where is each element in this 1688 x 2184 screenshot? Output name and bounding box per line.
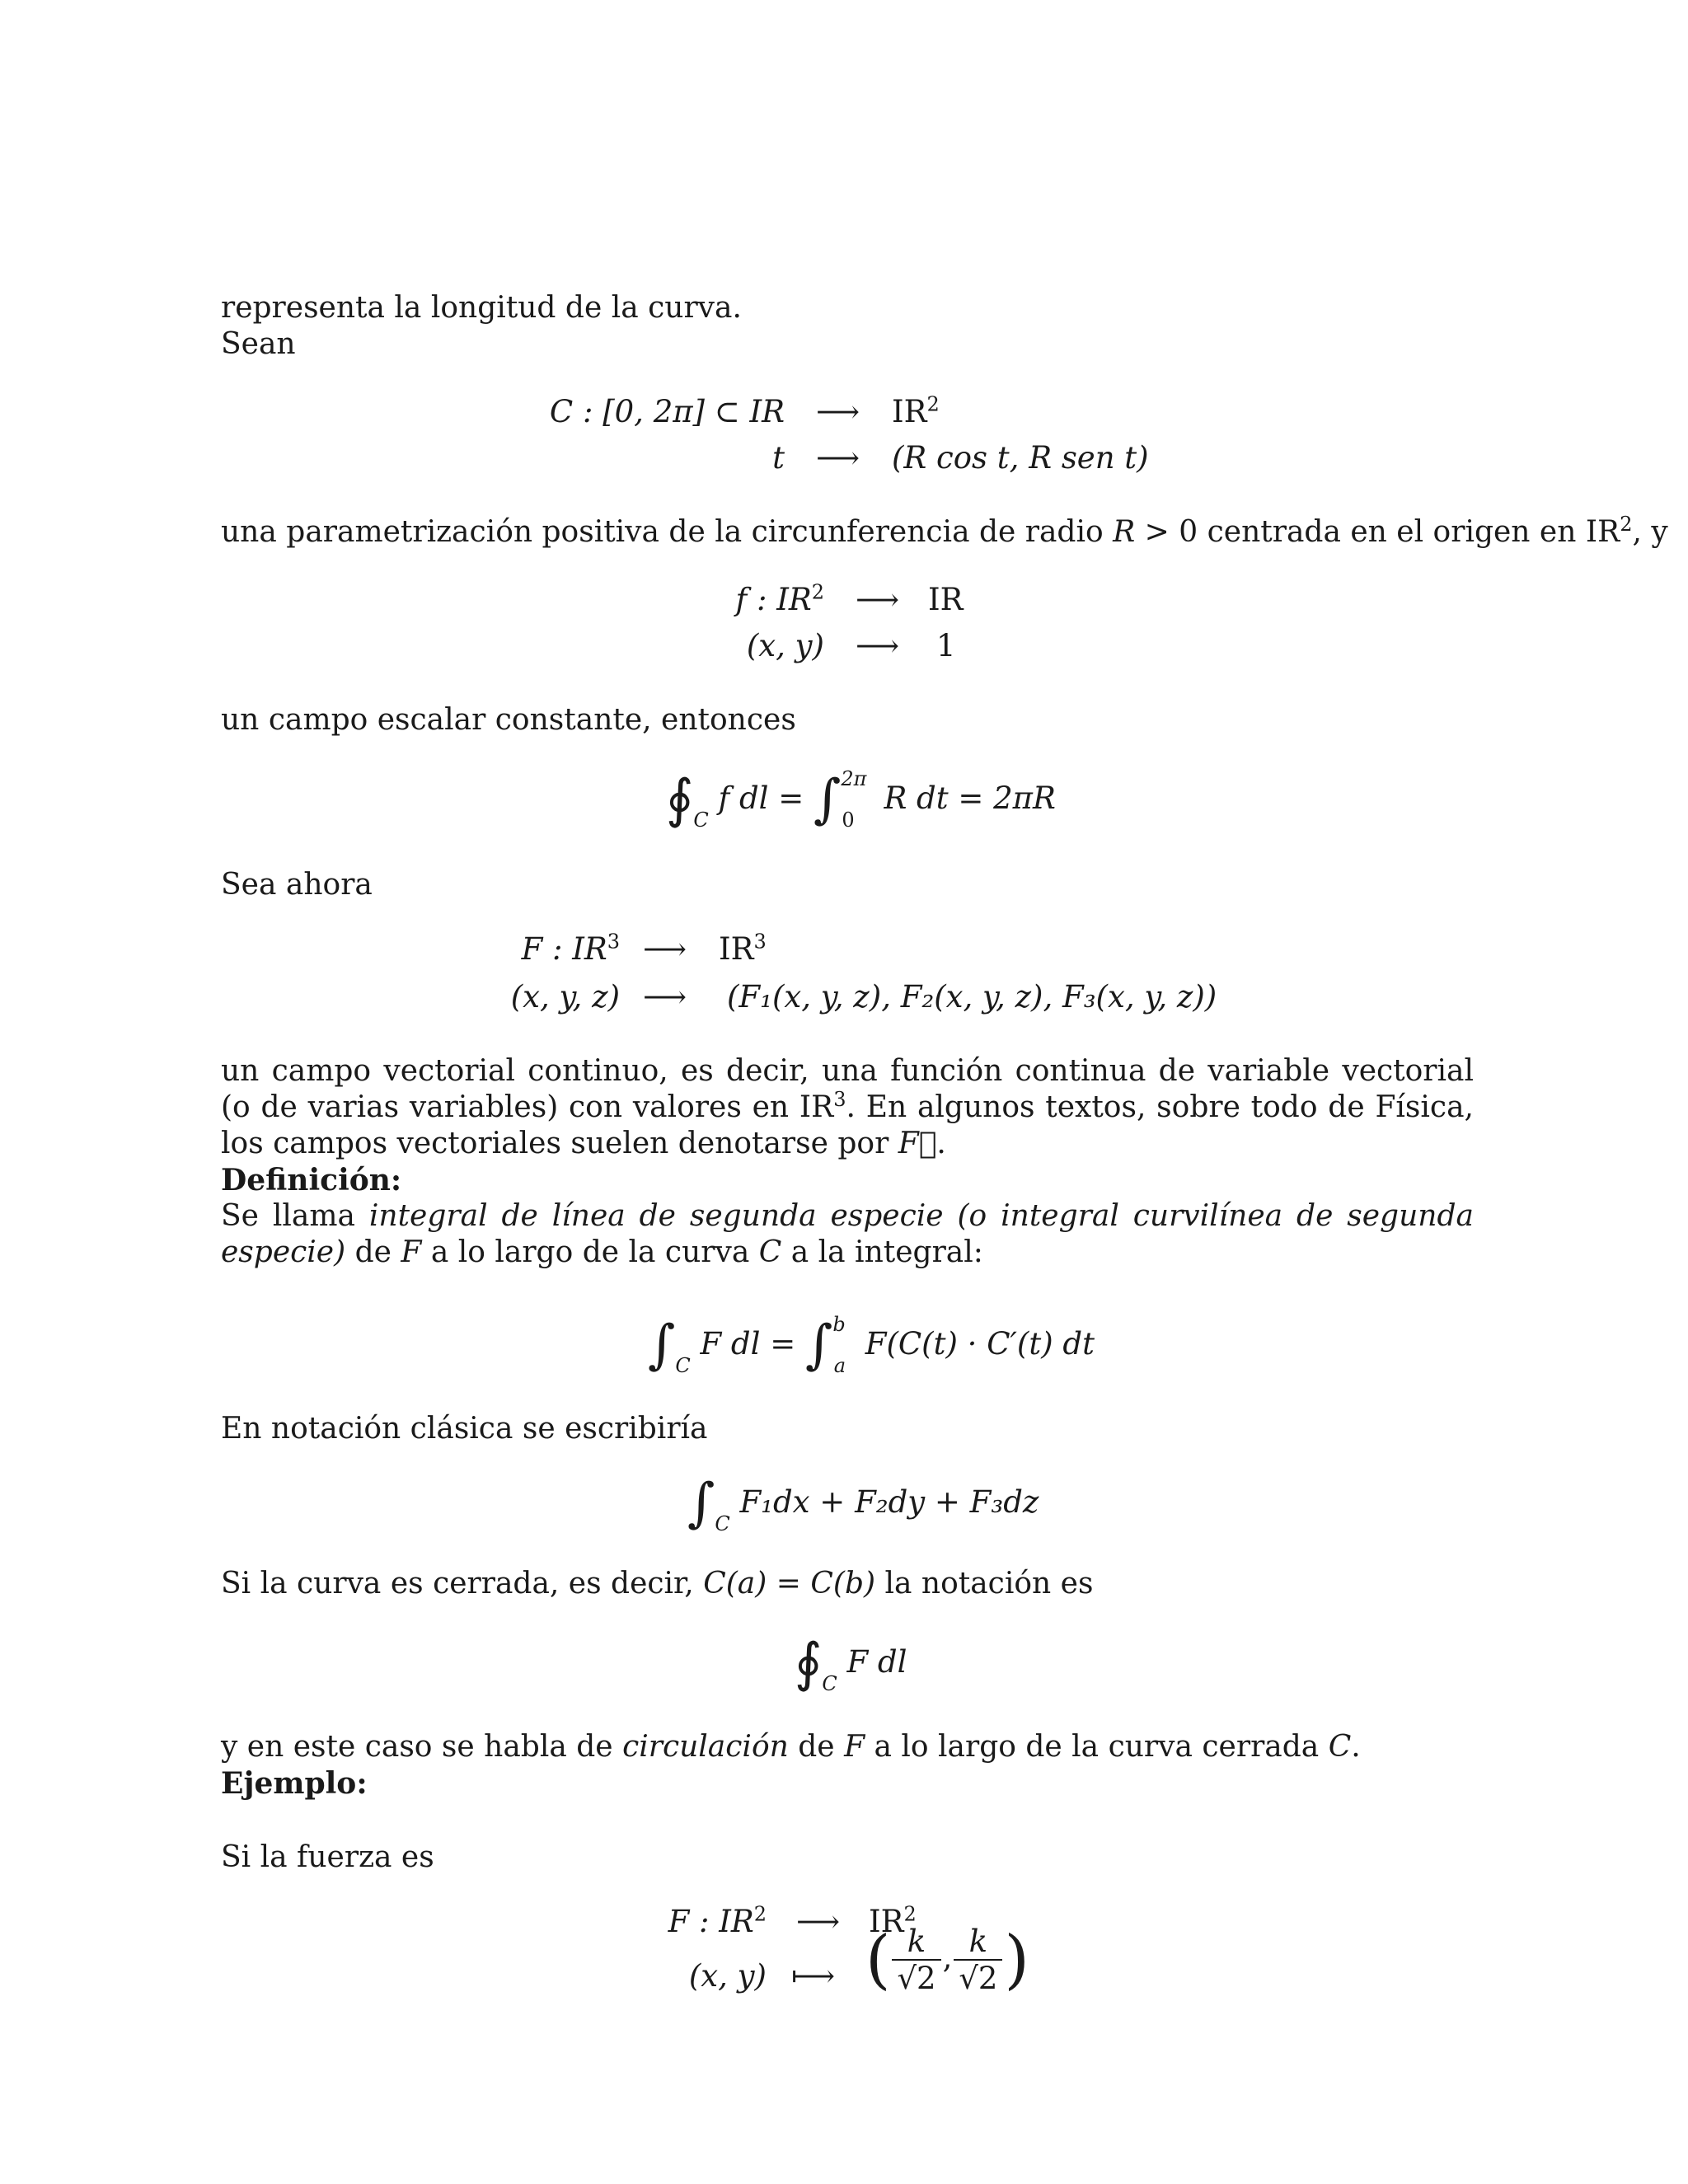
ex-image-vector <box>865 1924 1029 1996</box>
integral-icon: ∫ <box>687 1473 715 1534</box>
ex-mapsto-arrow: ⟼ <box>791 1958 836 1994</box>
fraction-k-over-sqrt2 <box>954 1924 1002 1996</box>
integral-lower-limit: 0 <box>842 808 855 832</box>
integral-icon: ∫ <box>814 769 842 830</box>
equation-circle-length <box>666 765 1056 832</box>
equation-classical-notation <box>687 1469 1039 1535</box>
integral-sub: C <box>675 1354 691 1377</box>
F-domain <box>462 931 620 967</box>
F-codomain-sup: 3 <box>753 930 767 954</box>
integrand: F dl <box>846 1644 907 1680</box>
math-F: F <box>401 1235 422 1269</box>
map-domain: C : [0, 2π] ⊂ IR <box>549 394 785 429</box>
math-C: C <box>1328 1730 1352 1764</box>
integrand: f dl = <box>718 780 804 816</box>
fraction-numerator: k <box>954 1924 1002 1961</box>
fraction-k-over-sqrt2 <box>892 1924 940 1996</box>
map-codomain <box>892 394 940 429</box>
ex-arrow: ⟶ <box>796 1904 841 1939</box>
ex-domain-text: F : IR <box>668 1904 754 1939</box>
integral-integrand: F(C(t) · C′(t) dt <box>865 1326 1095 1361</box>
integral-upper-limit: b <box>832 1313 846 1336</box>
F-arrow-2: ⟶ <box>643 979 687 1015</box>
comma: , <box>942 1939 953 1975</box>
ex-codomain-sup: 2 <box>903 1902 917 1926</box>
text-line-longitud: representa la longitud de la curva. <box>221 291 742 325</box>
f-domain-sup: 2 <box>811 580 824 604</box>
F-components: (F₁(x, y, z), F₂(x, y, z), F₃(x, y, z)) <box>727 979 1217 1015</box>
math-reals: IR <box>799 1090 834 1124</box>
fraction-numerator: k <box>892 1924 940 1961</box>
text-segment: a lo largo de la curva cerrada <box>865 1730 1329 1764</box>
left-paren: ( <box>865 1923 891 1997</box>
ex-domain-sup: 2 <box>753 1902 767 1926</box>
text-segment: , y <box>1632 515 1668 549</box>
integral-icon: ∫ <box>804 1315 833 1376</box>
equation-closed-integral <box>795 1629 907 1695</box>
integral-sub: C <box>693 808 709 832</box>
fraction-denominator: √2 <box>897 1961 936 1996</box>
map-arrow-2: ⟶ <box>816 440 860 476</box>
F-codomain <box>719 931 767 967</box>
text-segment: Se llama <box>221 1199 369 1233</box>
math-vector-F: F⃗ <box>898 1127 937 1160</box>
integrand: F₁dx + F₂dy + F₃dz <box>739 1484 1039 1520</box>
integral-sub: C <box>822 1672 837 1695</box>
F-domain-text: F : IR <box>521 931 607 967</box>
text-line-curva-cerrada <box>221 1566 1474 1602</box>
f-domain-text: f : IR <box>735 582 812 617</box>
math-R: R <box>1113 515 1136 549</box>
contour-integral-icon: ∮ <box>795 1633 823 1694</box>
math-sup: 3 <box>833 1088 846 1111</box>
integral-sub: C <box>715 1512 730 1535</box>
text-segment: la notación es <box>875 1567 1094 1601</box>
text-segment: . <box>1351 1730 1361 1764</box>
heading-definicion: Definición: <box>221 1163 402 1197</box>
F-variable: (x, y, z) <box>510 979 620 1015</box>
text-italic-term: integral de línea de segunda especie (o integral curvilínea de segunda especie) <box>221 1199 1474 1269</box>
ex-variable: (x, y) <box>688 1958 767 1994</box>
text-line-circulacion <box>221 1729 1474 1765</box>
text-segment: de <box>788 1730 845 1764</box>
heading-ejemplo: Ejemplo: <box>221 1766 368 1801</box>
contour-integral-icon: ∮ <box>666 769 694 830</box>
text-segment: a la integral: <box>781 1235 983 1269</box>
integral-icon: ∫ <box>648 1315 676 1376</box>
math-F: F <box>844 1730 865 1764</box>
text-line-sean: Sean <box>221 327 296 361</box>
map-variable: t <box>772 440 785 476</box>
math-C: C <box>758 1235 782 1269</box>
text-line-sea-ahora: Sea ahora <box>221 868 373 902</box>
text-paragraph-campo-vectorial <box>221 1053 1474 1162</box>
text-segment: Si la curva es cerrada, es decir, <box>221 1567 704 1601</box>
F-codomain-text: IR <box>719 931 754 967</box>
math-closed-condition: C(a) = C(b) <box>703 1567 876 1601</box>
text-segment: y en este caso se habla de <box>221 1730 623 1764</box>
text-segment: . <box>936 1127 946 1160</box>
text-line-fuerza: Si la fuerza es <box>221 1840 434 1874</box>
map-codomain-text: IR <box>892 394 927 429</box>
f-arrow-2: ⟶ <box>856 628 900 663</box>
ex-codomain-text: IR <box>869 1904 904 1939</box>
text-line-notacion-clasica: En notación clásica se escribiría <box>221 1412 708 1446</box>
equation-line-integral-definition <box>648 1310 1095 1377</box>
text-line-campo-escalar: un campo escalar constante, entonces <box>221 703 796 737</box>
math-reals: IR <box>1585 515 1620 549</box>
integral-result: R dt = 2πR <box>884 780 1056 816</box>
text-italic-term: circulación <box>622 1730 789 1764</box>
text-segment: de <box>345 1235 401 1269</box>
integrand: F dl = <box>700 1326 796 1361</box>
text-segment: a lo largo de la curva <box>421 1235 759 1269</box>
map-image: (R cos t, R sen t) <box>892 440 1149 476</box>
fraction-denominator: √2 <box>959 1961 998 1996</box>
F-arrow: ⟶ <box>643 931 687 967</box>
right-paren: ) <box>1004 1923 1029 1997</box>
map-arrow: ⟶ <box>816 394 860 429</box>
f-domain <box>659 582 824 617</box>
f-arrow: ⟶ <box>856 582 900 617</box>
math-sup: 2 <box>1620 513 1633 536</box>
map-codomain-sup: 2 <box>926 392 940 416</box>
F-domain-sup: 3 <box>607 930 620 954</box>
integral-upper-limit: 2π <box>841 767 867 790</box>
text-segment: un campo vectorial continuo, es decir, una función continua de variable vectorial (o de varias variables) con valores en <box>221 1054 1474 1124</box>
f-codomain: IR <box>928 582 964 617</box>
integral-lower-limit: a <box>833 1354 846 1377</box>
ex-domain <box>610 1904 767 1939</box>
text-paragraph-definicion <box>221 1198 1474 1271</box>
f-variable: (x, y) <box>746 628 824 663</box>
f-value: 1 <box>936 628 956 663</box>
text-segment: . En algunos textos, sobre todo de Física, los campos vectoriales suelen denotarse por <box>221 1090 1474 1160</box>
text-segment: una parametrización positiva de la circunferencia de radio <box>221 515 1114 549</box>
text-line-parametrizacion <box>221 513 1668 551</box>
text-segment: > 0 centrada en el origen en <box>1135 515 1586 549</box>
